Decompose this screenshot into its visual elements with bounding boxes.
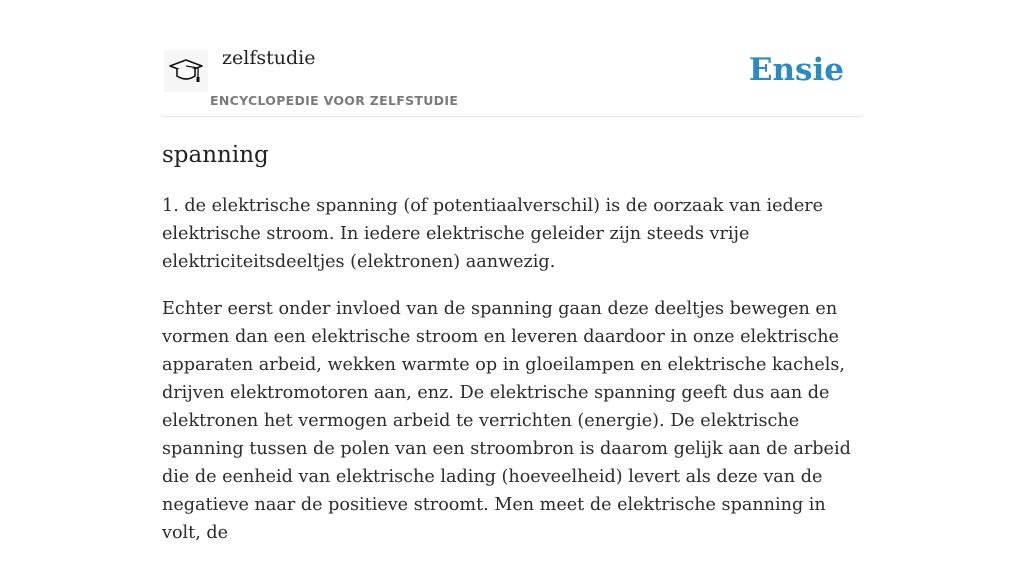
article-paragraph: Echter eerst onder invloed van de spanning gaan deze deeltjes bewegen en vormen dan een elektrische stroom en leveren daardoor in onze elektrische apparaten arbeid, wekken warmte op in gloeilampen en elektrische kachels, drijven elektromotoren aan, enz. De elektrische spanning geeft dus aan de elektronen het vermogen arbeid te verrichten (energie). De elektrische spanning tussen de polen van een stroombron is daarom gelijk aan de arbeid die de eenheid van elektrische lading (hoeveelheid) levert als deze van de negatieve naar de positieve stroomt. Men meet de elektrische spanning in volt, de [162,299,851,543]
site-subtitle: ENCYCLOPEDIE VOOR ZELFSTUDIE [210,93,459,108]
site-header [162,0,862,117]
site-name[interactable]: zelfstudie [222,47,316,69]
article-title: spanning [162,142,269,168]
ensie-logo-link[interactable]: Ensie [748,52,844,88]
article-body [162,192,862,566]
article-paragraph: 1. de elektrische spanning (of potentiaalverschil) is de oorzaak van iedere elektrische stroom. In iedere elektrische geleider zijn steeds vrije elektriciteitsdeeltjes (elektronen) aanwezig. [162,196,824,272]
site-logo[interactable] [164,50,208,92]
graduation-cap-icon [168,55,204,87]
